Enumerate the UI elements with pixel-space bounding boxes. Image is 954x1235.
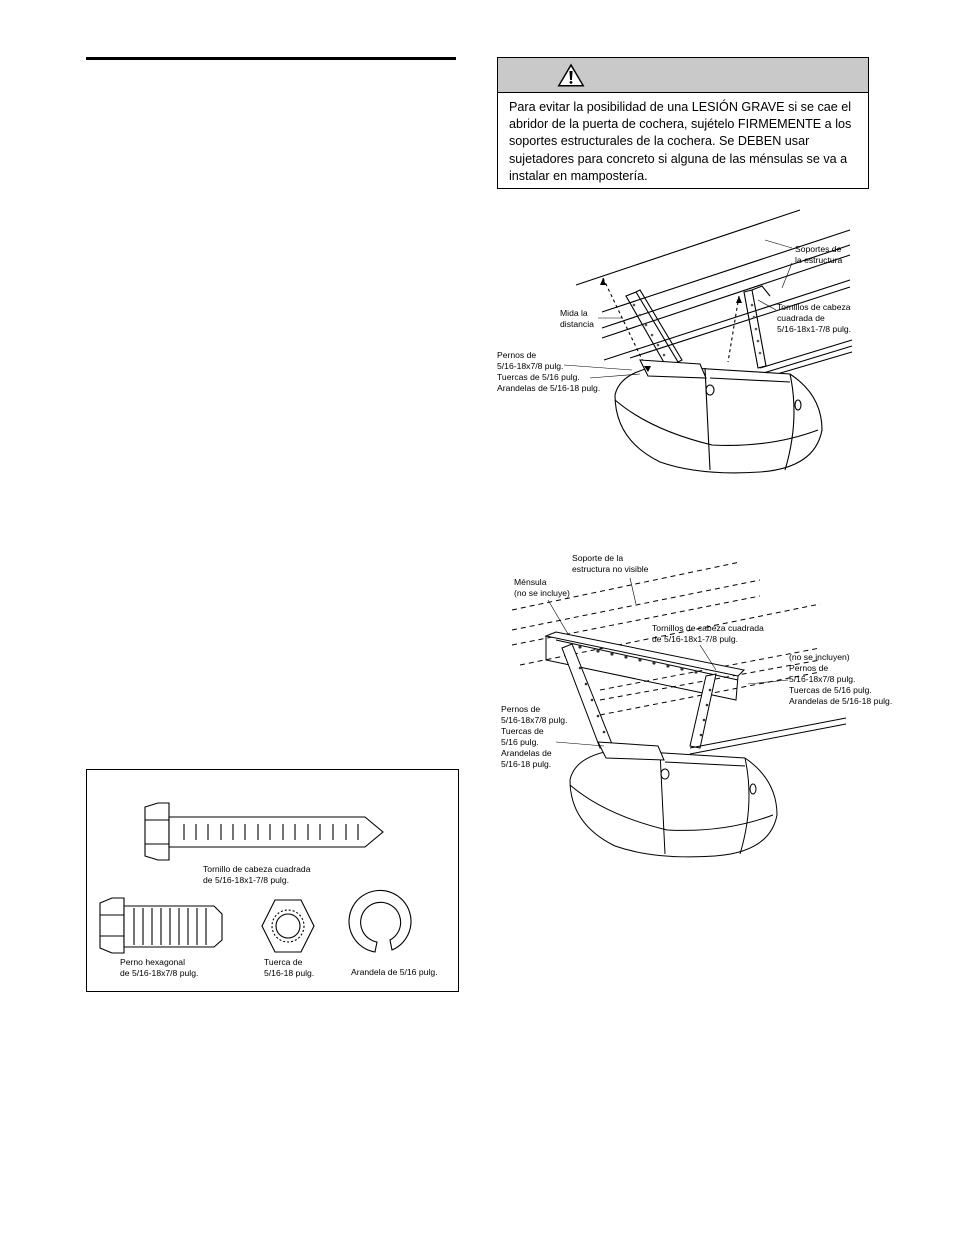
label-line: 5/16-18x1-7/8 pulg. (777, 324, 852, 334)
label-line: Tuerca de (264, 957, 303, 967)
warning-line: instalar en mampostería. (509, 168, 648, 183)
hw-label-tornillo (203, 864, 311, 886)
label-line: Soportes de (795, 244, 842, 254)
label-line: la estructura (795, 255, 843, 265)
label-line: 5/16-18x7/8 pulg. (501, 715, 568, 725)
label-line: Tuercas de 5/16 pulg. (497, 372, 580, 382)
hw-label-perno (120, 957, 198, 979)
label-line: 5/16-18 pulg. (501, 759, 552, 769)
warning-line: sujetadores para concreto si alguna de las ménsulas se va a (509, 151, 848, 166)
label-line: Arandelas de 5/16-18 pulg. (497, 383, 601, 393)
label-line: Arandelas de (501, 748, 552, 758)
label-line: Tuercas de (501, 726, 544, 736)
label-line: Perno hexagonal (120, 957, 185, 967)
label-line: Arandela de 5/16 pulg. (351, 967, 438, 977)
label-line: distancia (560, 319, 594, 329)
label-line: 5/16-18x7/8 pulg. (789, 674, 856, 684)
label-line: Tornillo de cabeza cuadrada (203, 864, 311, 874)
label-line: 5/16-18 pulg. (264, 968, 315, 978)
label-line: Tornillos de cabeza cuadrada (652, 623, 764, 633)
warning-line: Para evitar la posibilidad de una LESIÓN GRAVE si se cae el (509, 100, 852, 114)
label-line: de 5/16-18x7/8 pulg. (120, 968, 199, 978)
label-line: de 5/16-18x1-7/8 pulg. (203, 875, 290, 885)
label-line: Pernos de (497, 350, 537, 360)
label-line: 5/16 pulg. (501, 737, 539, 747)
hw-label-tuerca (264, 957, 314, 979)
label-line: Soporte de la (572, 553, 624, 563)
label-line: Arandelas de 5/16-18 pulg. (789, 696, 893, 706)
label-line: Pernos de (501, 704, 541, 714)
label-line: de 5/16-18x1-7/8 pulg. (652, 634, 739, 644)
label-line: Ménsula (514, 577, 547, 587)
warning-line: soportes estructurales de la cochera. Se DEBEN usar (509, 134, 810, 149)
label-line: (no se incluyen) (789, 652, 850, 662)
label-line: Mida la (560, 308, 588, 318)
warning-line: abridor de la puerta de cochera, sujételo FIRMEMENTE a los (509, 117, 852, 132)
label-line: estructura no visible (572, 564, 649, 574)
label-line: cuadrada de (777, 313, 825, 323)
label-line: 5/16-18x7/8 pulg. (497, 361, 564, 371)
label-line: Pernos de (789, 663, 829, 673)
label-line: Tornillos de cabeza (777, 302, 851, 312)
label-line: Tuercas de 5/16 pulg. (789, 685, 872, 695)
label-line: (no se incluye) (514, 588, 570, 598)
hw-label-arandela (351, 967, 437, 978)
